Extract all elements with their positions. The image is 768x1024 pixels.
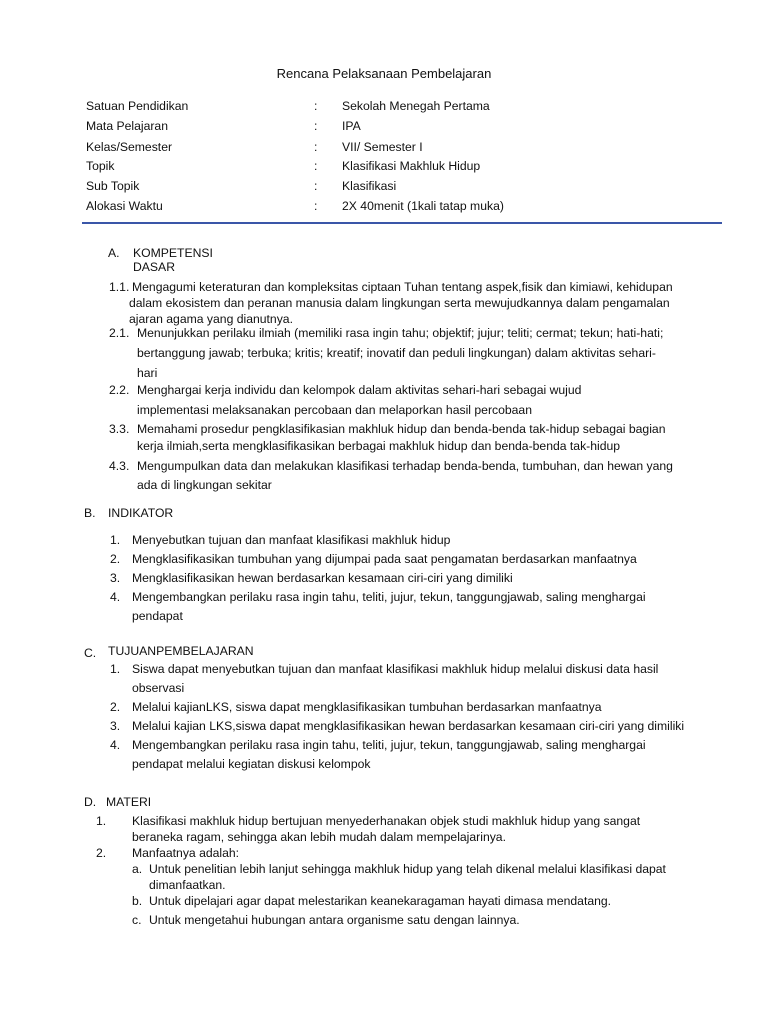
item-number: 2. bbox=[110, 700, 121, 714]
item-number: 3. bbox=[110, 719, 121, 733]
item-text-line: Melalui kajianLKS, siswa dapat mengklasifikasikan tumbuhan berdasarkan manfaatnya bbox=[132, 700, 602, 714]
item-text-line: Untuk penelitian lebih lanjut sehingga makhluk hidup yang telah dikenal melalui klasifikasi dapat bbox=[149, 862, 666, 876]
item-text-line: Mengembangkan perilaku rasa ingin tahu, teliti, jujur, tekun, tanggungjawab, saling menghargai bbox=[132, 590, 646, 604]
item-text-line: Menyebutkan tujuan dan manfaat klasifikasi makhluk hidup bbox=[132, 533, 451, 547]
item-text-line: bertanggung jawab; terbuka; kritis; kreatif; inovatif dan peduli lingkungan) dalam aktivitas sehari- bbox=[137, 346, 656, 360]
item-text-line: implementasi melaksanakan percobaan dan melaporkan hasil percobaan bbox=[137, 403, 532, 417]
document-title: Rencana Pelaksanaan Pembelajaran bbox=[276, 66, 492, 81]
item-number: 4.3. bbox=[109, 459, 130, 473]
item-number: 1. bbox=[96, 814, 107, 828]
section-letter: A. bbox=[108, 246, 120, 260]
item-number: 4. bbox=[110, 738, 121, 752]
item-number: 2.2. bbox=[109, 383, 130, 397]
identity-row bbox=[86, 99, 726, 119]
identity-label: Sub Topik bbox=[86, 179, 140, 193]
item-number: 4. bbox=[110, 590, 121, 604]
item-letter: c. bbox=[132, 913, 142, 927]
item-text-line: pendapat bbox=[132, 609, 183, 623]
identity-row bbox=[86, 140, 726, 160]
item-text-line: Untuk mengetahui hubungan antara organisme satu dengan lainnya. bbox=[149, 913, 520, 927]
section-letter: C. bbox=[84, 646, 97, 660]
item-text-line: Mengembangkan perilaku rasa ingin tahu, teliti, jujur, tekun, tanggungjawab, saling menghargai bbox=[132, 738, 646, 752]
header-divider bbox=[82, 222, 722, 224]
item-text-line: Mengklasifikasikan hewan berdasarkan kesamaan ciri-ciri yang dimiliki bbox=[132, 571, 513, 585]
identity-colon: : bbox=[314, 179, 318, 193]
identity-label: Topik bbox=[86, 159, 115, 173]
item-letter: b. bbox=[132, 894, 143, 908]
item-text-line: Memahami prosedur pengklasifikasian makhluk hidup dan benda-benda tak-hidup sebagai bagian bbox=[137, 422, 666, 436]
identity-label: Mata Pelajaran bbox=[86, 119, 168, 133]
identity-value: IPA bbox=[342, 119, 361, 133]
item-text-line: kerja ilmiah,serta mengklasifikasikan berbagai makhluk hidup dan benda-benda tak-hidup bbox=[137, 439, 621, 453]
identity-colon: : bbox=[314, 99, 318, 113]
section-letter: D. bbox=[84, 795, 97, 809]
identity-label: Alokasi Waktu bbox=[86, 199, 163, 213]
section-letter: B. bbox=[84, 506, 96, 520]
identity-label: Satuan Pendidikan bbox=[86, 99, 189, 113]
item-text-line: observasi bbox=[132, 681, 185, 695]
item-number: 3.3. bbox=[109, 422, 130, 436]
identity-value: Klasifikasi bbox=[342, 179, 397, 193]
item-text-line: Untuk dipelajari agar dapat melestarikan keanekaragaman hayati dimasa mendatang. bbox=[149, 894, 612, 908]
identity-row bbox=[86, 199, 726, 219]
item-text-line: Menunjukkan perilaku ilmiah (memiliki rasa ingin tahu; objektif; jujur; teliti; cermat; tekun; hati-hati; bbox=[137, 326, 664, 340]
item-number: 1.1. bbox=[109, 280, 130, 294]
item-letter: a. bbox=[132, 862, 143, 876]
identity-colon: : bbox=[314, 119, 318, 133]
item-text-line: Melalui kajian LKS,siswa dapat mengklasifikasikan hewan berdasarkan kesamaan ciri-ciri yang dimiliki bbox=[132, 719, 685, 733]
item-text-line: pendapat melalui kegiatan diskusi kelompok bbox=[132, 757, 371, 771]
item-number: 2.1. bbox=[109, 326, 130, 340]
identity-value: VII/ Semester I bbox=[342, 140, 423, 154]
item-number: 2. bbox=[96, 846, 107, 860]
section-title: TUJUANPEMBELAJARAN bbox=[108, 644, 254, 658]
identity-row bbox=[86, 119, 726, 139]
identity-value: Klasifikasi Makhluk Hidup bbox=[342, 159, 481, 173]
identity-row bbox=[86, 179, 726, 199]
item-text-line: Manfaatnya adalah: bbox=[132, 846, 240, 860]
item-text-line: Klasifikasi makhluk hidup bertujuan menyederhanakan objek studi makhluk hidup yang sangat bbox=[132, 814, 641, 828]
item-text-line: dimanfaatkan. bbox=[149, 878, 226, 892]
item-text-line: ajaran agama yang dianutnya. bbox=[129, 312, 293, 326]
section-title: MATERI bbox=[106, 795, 152, 809]
section-title: KOMPETENSI DASAR bbox=[133, 246, 213, 274]
item-number: 1. bbox=[110, 662, 121, 676]
item-text-line: Menghargai kerja individu dan kelompok dalam aktivitas sehari-hari sebagai wujud bbox=[137, 383, 582, 397]
item-text-line: Mengagumi keteraturan dan kompleksitas ciptaan Tuhan tentang aspek,fisik dan kimiawi, kehidupan bbox=[132, 280, 673, 294]
identity-colon: : bbox=[314, 159, 318, 173]
item-text-line: Mengklasifikasikan tumbuhan yang dijumpai pada saat pengamatan berdasarkan manfaatnya bbox=[132, 552, 637, 566]
item-text-line: beraneka ragam, sehingga akan lebih mudah dalam mempelajarinya. bbox=[132, 830, 506, 844]
item-number: 1. bbox=[110, 533, 121, 547]
item-number: 2. bbox=[110, 552, 121, 566]
item-text-line: Mengumpulkan data dan melakukan klasifikasi terhadap benda-benda, tumbuhan, dan hewan yang bbox=[137, 459, 673, 473]
item-text-line: ada di lingkungan sekitar bbox=[137, 478, 272, 492]
item-text-line: hari bbox=[137, 366, 158, 380]
identity-colon: : bbox=[314, 140, 318, 154]
identity-value: 2X 40menit (1kali tatap muka) bbox=[342, 199, 504, 213]
item-text-line: dalam ekosistem dan peranan manusia dalam lingkungan serta mewujudkannya dalam pengamalan bbox=[129, 296, 670, 310]
identity-row bbox=[86, 159, 726, 179]
item-text-line: Siswa dapat menyebutkan tujuan dan manfaat klasifikasi makhluk hidup melalui diskusi data hasil bbox=[132, 662, 659, 676]
identity-colon: : bbox=[314, 199, 318, 213]
identity-value: Sekolah Menegah Pertama bbox=[342, 99, 490, 113]
section-title: INDIKATOR bbox=[108, 506, 174, 520]
item-number: 3. bbox=[110, 571, 121, 585]
identity-label: Kelas/Semester bbox=[86, 140, 173, 154]
